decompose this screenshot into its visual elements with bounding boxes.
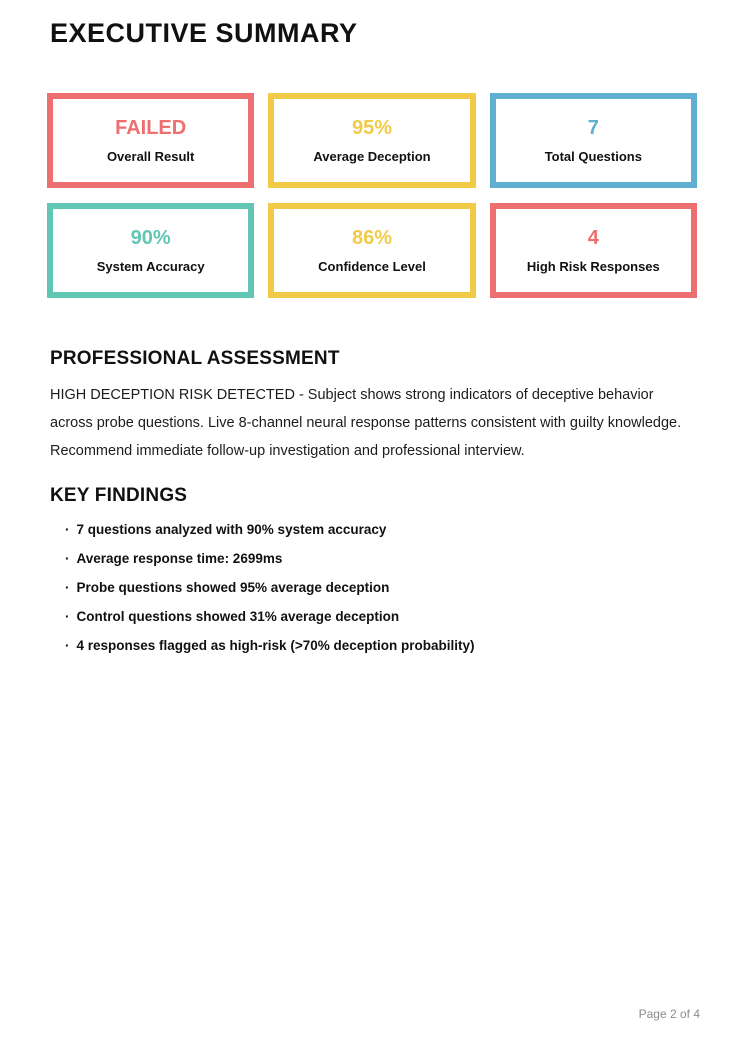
bullet-dot: ·	[65, 522, 70, 537]
bullet-dot: ·	[65, 580, 70, 595]
finding-item	[65, 523, 685, 537]
stat-value: 86%	[351, 226, 392, 249]
finding-text: Probe questions showed 95% average deception	[76, 580, 390, 595]
finding-text: 7 questions analyzed with 90% system accuracy	[76, 522, 387, 537]
stat-value: 4	[587, 226, 599, 249]
stat-label: Total Questions	[544, 148, 642, 164]
key-findings-list	[65, 523, 685, 668]
stat-value: 90%	[130, 226, 171, 249]
finding-item	[65, 610, 685, 624]
stat-card-confidence-level	[268, 203, 475, 298]
page-number: Page 2 of 4	[638, 1007, 700, 1021]
stat-label: Average Deception	[313, 148, 431, 164]
finding-item	[65, 639, 685, 653]
bullet-dot: ·	[65, 638, 70, 653]
bullet-dot: ·	[65, 609, 70, 624]
stat-value: 95%	[351, 116, 392, 139]
stat-label: Overall Result	[106, 148, 195, 164]
stat-card-total-questions	[490, 93, 697, 188]
key-findings-heading: KEY FINDINGS	[50, 485, 188, 506]
stat-value: 7	[587, 116, 599, 139]
stat-value: FAILED	[115, 116, 187, 139]
finding-text: Control questions showed 31% average deception	[76, 609, 400, 624]
professional-assessment-body: HIGH DECEPTION RISK DETECTED - Subject shows strong indicators of deceptive behavior across probe questions. Live 8-channel neural response patterns consistent with guilty knowledge. Recommend immediate follow-up investigation and professional interview.	[50, 387, 682, 459]
summary-cards-grid	[47, 93, 697, 298]
finding-item	[65, 552, 685, 566]
stat-label: Confidence Level	[318, 258, 426, 274]
stat-card-system-accuracy	[47, 203, 254, 298]
professional-assessment-heading: PROFESSIONAL ASSESSMENT	[50, 348, 340, 369]
stat-label: System Accuracy	[96, 258, 205, 274]
finding-text: 4 responses flagged as high-risk (>70% deception probability)	[76, 638, 475, 653]
stat-card-high-risk-responses	[490, 203, 697, 298]
finding-text: Average response time: 2699ms	[76, 551, 283, 566]
page-title: EXECUTIVE SUMMARY	[50, 18, 358, 48]
stat-card-overall-result	[47, 93, 254, 188]
bullet-dot: ·	[65, 551, 70, 566]
stat-label: High Risk Responses	[526, 258, 660, 274]
finding-item	[65, 581, 685, 595]
stat-card-average-deception	[268, 93, 475, 188]
